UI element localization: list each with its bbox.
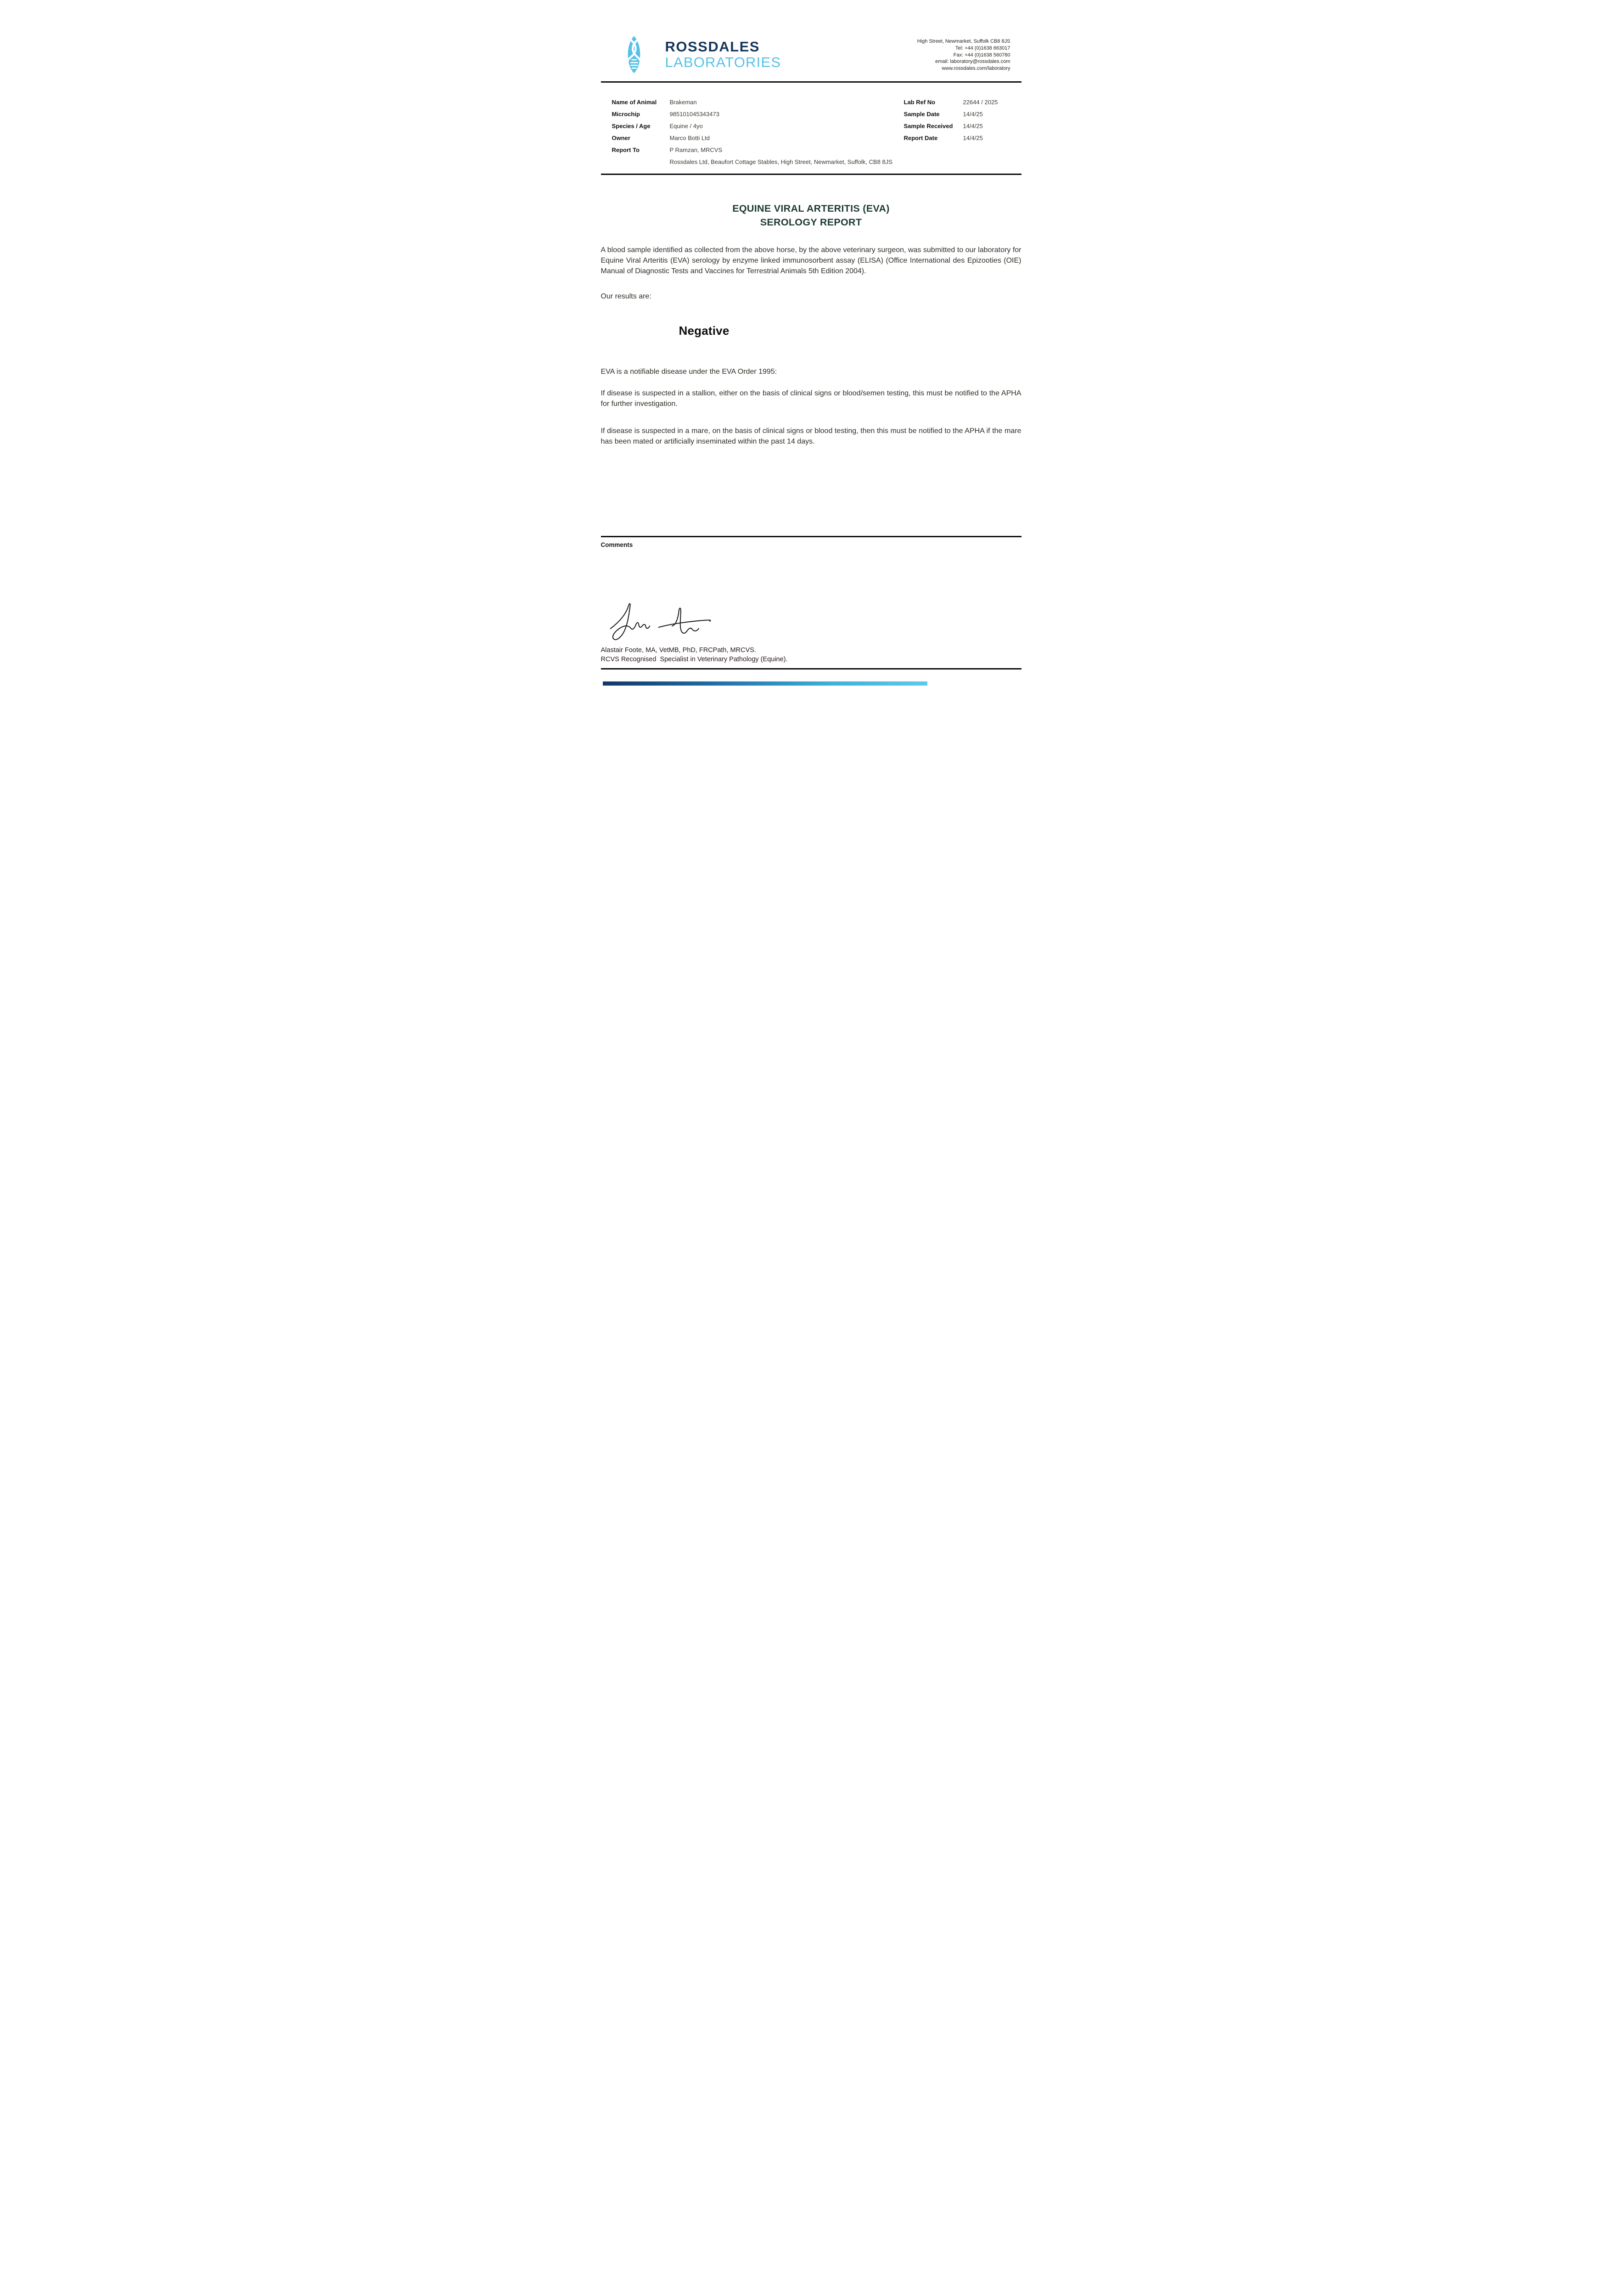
footer-gradient-bar <box>603 681 927 686</box>
detail-value: Equine / 4yo <box>669 123 703 129</box>
detail-label: Report To <box>612 146 640 153</box>
detail-label: Report Date <box>904 135 938 141</box>
divider-details <box>601 174 1021 175</box>
signatory-name: Alastair Foote, MA, VetMB, PhD, FRCPath, MRCVS. <box>601 647 756 654</box>
lab-report-page <box>568 0 1055 689</box>
detail-value: Brakeman <box>669 99 697 106</box>
intro-paragraph: A blood sample identified as collected from the above horse, by the above veterinary surgeon, was submitted to our laboratory for Equine Viral Arteritis (EVA) serology by enzyme linked immunosorbent assay (ELISA) (Office International des Epizooties (OIE) Manual of Diagnostic Tests and Vaccines for Terrestrial Animals 5th Edition 2004). <box>601 246 1021 275</box>
report-title-line2: SEROLOGY REPORT <box>760 217 862 228</box>
detail-row-report-to <box>601 144 1021 156</box>
mare-note: If disease is suspected in a mare, on the basis of clinical signs or blood testing, then this must be notified to the APHA if the mare has been mated or artificially inseminated within the past 14 days. <box>601 427 1021 445</box>
comments-heading: Comments <box>601 541 633 548</box>
brand-block <box>618 35 781 74</box>
brand-text <box>665 39 781 70</box>
brand-name: ROSSDALES <box>665 39 760 55</box>
detail-label: Name of Animal <box>612 99 657 106</box>
detail-row-sample-received <box>904 120 998 132</box>
detail-value: Marco Botti Ltd <box>669 135 710 141</box>
results-lead: Our results are: <box>601 293 651 300</box>
signatory-block <box>601 646 1021 664</box>
contact-block <box>917 35 1021 72</box>
signature-image <box>605 602 730 644</box>
detail-value: 14/4/25 <box>963 123 983 129</box>
details-section <box>601 96 1021 170</box>
contact-email: email: laboratory@rossdales.com <box>935 59 1010 65</box>
detail-row-lab-ref <box>904 96 998 108</box>
detail-value: 985101045343473 <box>669 111 719 118</box>
detail-value: 14/4/25 <box>963 111 983 118</box>
detail-label: Owner <box>612 135 630 141</box>
detail-value: P Ramzan, MRCVS <box>669 146 723 153</box>
notifiable-statement: EVA is a notifiable disease under the EVA Order 1995: <box>601 368 777 376</box>
contact-tel: Tel: +44 (0)1638 663017 <box>955 45 1010 51</box>
contact-address: High Street, Newmarket, Suffolk CB8 8JS <box>917 39 1010 44</box>
detail-value: 14/4/25 <box>963 135 983 141</box>
contact-fax: Fax: +44 (0)1638 560780 <box>953 52 1010 58</box>
detail-label: Sample Received <box>904 123 953 129</box>
dna-helix-logo-icon <box>618 35 650 74</box>
brand-subname: LABORATORIES <box>665 54 781 70</box>
contact-website: www.rossdales.com/laboratory <box>942 66 1010 72</box>
divider-top <box>601 81 1021 83</box>
signatory-title: RCVS Recognised Specialist in Veterinary Pathology (Equine). <box>601 655 788 663</box>
report-title-line1: EQUINE VIRAL ARTERITIS (EVA) <box>732 203 890 214</box>
report-header <box>601 35 1021 74</box>
detail-label: Sample Date <box>904 111 940 118</box>
detail-label: Microchip <box>612 111 640 118</box>
stallion-note: If disease is suspected in a stallion, either on the basis of clinical signs or blood/semen testing, this must be notified to the APHA for further investigation. <box>601 389 1021 408</box>
detail-value: 22644 / 2025 <box>963 99 998 106</box>
detail-row-report-date <box>904 132 998 144</box>
details-right <box>904 96 998 144</box>
result-value: Negative <box>679 324 730 338</box>
divider-comments <box>601 536 1021 537</box>
report-to-address: Rossdales Ltd, Beaufort Cottage Stables, High Street, Newmarket, Suffolk, CB8 8JS <box>669 158 892 165</box>
detail-row-sample-date <box>904 108 998 120</box>
divider-bottom <box>601 668 1021 670</box>
detail-label: Lab Ref No <box>904 99 936 106</box>
detail-label: Species / Age <box>612 123 651 129</box>
report-title <box>601 202 1021 229</box>
